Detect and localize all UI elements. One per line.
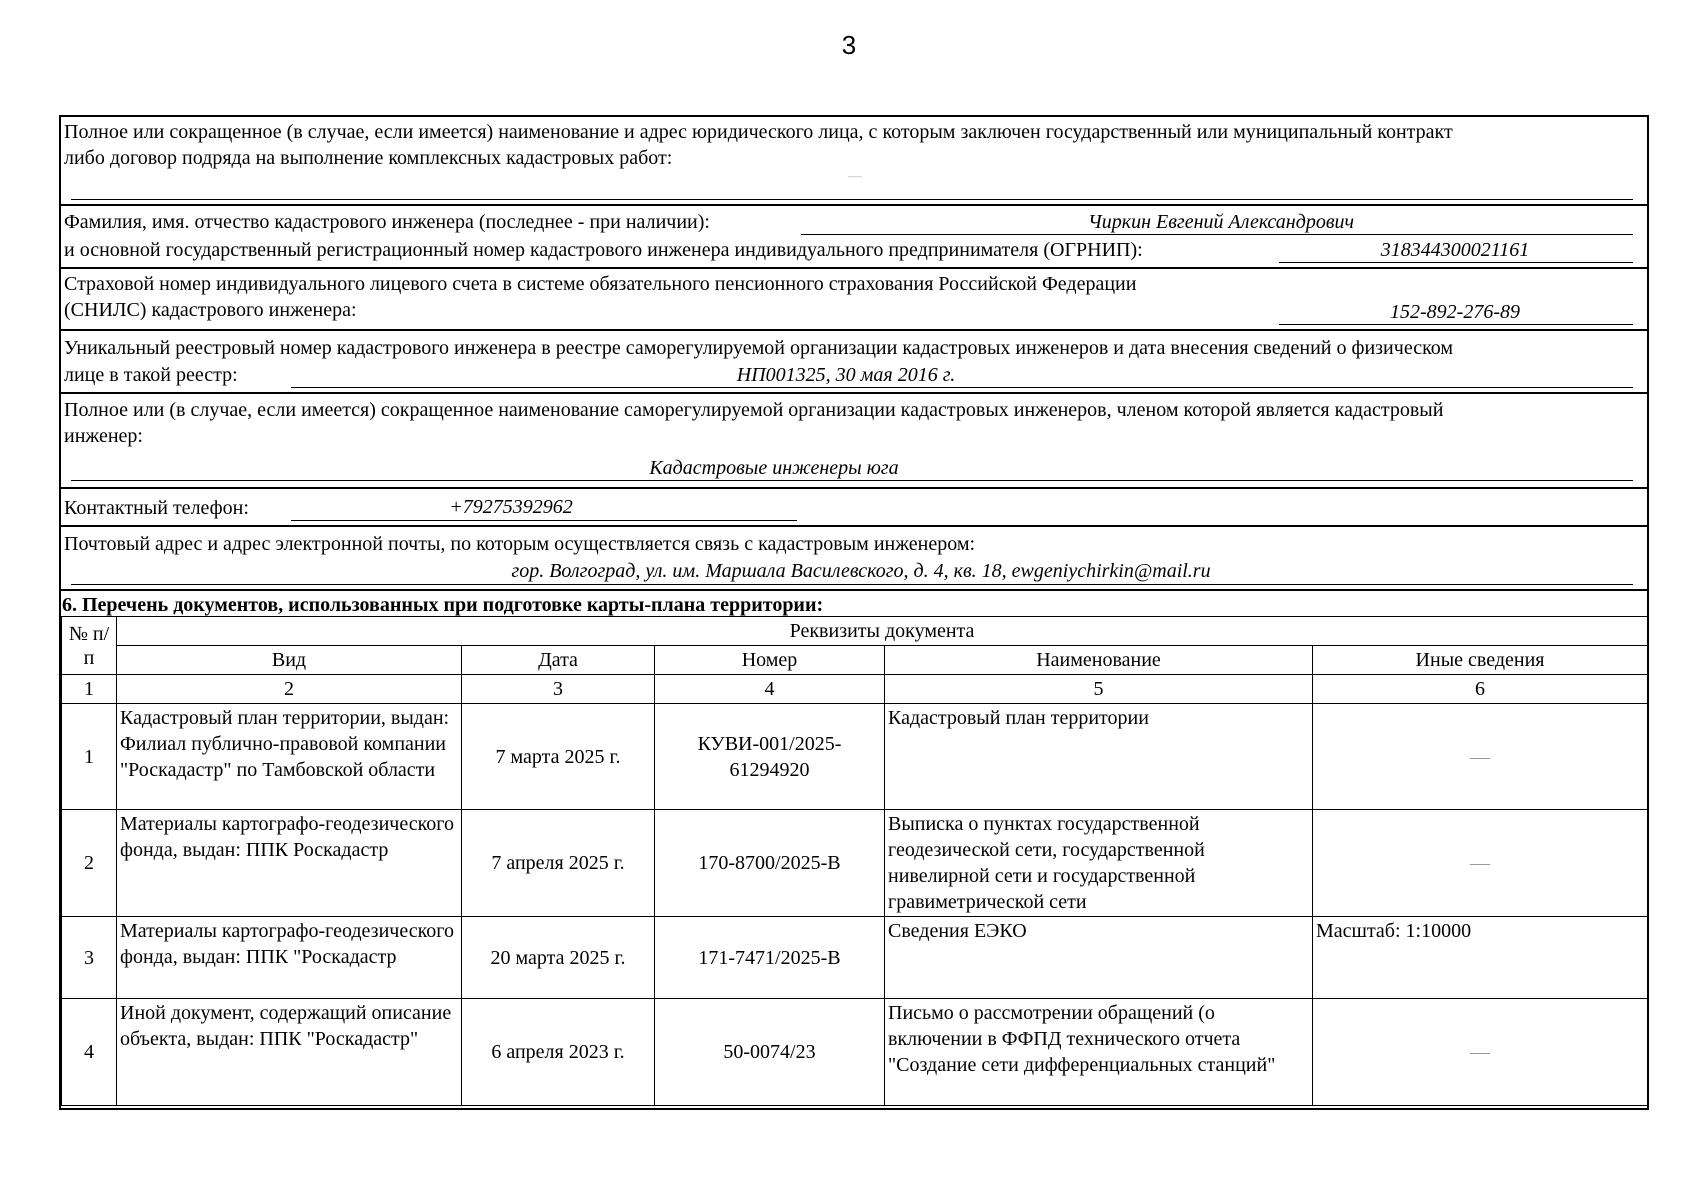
row-kind: Кадастровый план территории, выдан: Филиал публично-правовой компании "Роскадастр" по Тамбовской области xyxy=(117,704,462,810)
address-label: Почтовый адрес и адрес электронной почты, по которым осуществляется связь с кадастровым инженером: xyxy=(64,533,976,555)
table-row xyxy=(62,704,1648,810)
sro-label-line2: инженер: xyxy=(64,425,143,447)
header-num: № п/п xyxy=(62,617,117,675)
row-num: 4 xyxy=(62,999,117,1106)
col-number: 2 xyxy=(117,675,462,704)
engineer-name-value: Чиркин Евгений Александрович xyxy=(1087,211,1355,233)
engineer-name-underline xyxy=(801,234,1633,235)
header-name: Наименование xyxy=(885,646,1313,675)
address-underline xyxy=(71,584,1633,585)
header-row-group xyxy=(62,617,1648,646)
table-row xyxy=(62,810,1648,917)
header-date: Дата xyxy=(462,646,655,675)
ogrnip-value: 318344300021161 xyxy=(1380,239,1530,261)
sro-label-line1: Полное или (в случае, если имеется) сокращенное наименование саморегулируемой организации кадастровых инженеров, членом которой является кадастровый xyxy=(64,399,1444,421)
phone-underline xyxy=(291,520,797,521)
row-kind: Материалы картографо-геодезического фонда, выдан: ППК Роскадастр xyxy=(117,810,462,917)
header-group: Реквизиты документа xyxy=(117,617,1648,646)
address-section xyxy=(61,527,1647,591)
header-number: Номер xyxy=(655,646,885,675)
sro-section xyxy=(61,394,1647,489)
row-other: — xyxy=(1313,704,1648,810)
documents-title: 6. Перечень документов, использованных при подготовке карты-плана территории: xyxy=(62,594,824,616)
row-date: 6 апреля 2023 г. xyxy=(462,999,655,1106)
header-kind: Вид xyxy=(117,646,462,675)
snils-label-line2: (СНИЛС) кадастрового инженера: xyxy=(64,299,357,321)
ogrnip-label: и основной государственный регистрационный номер кадастрового инженера индивидуального предпринимателя (ОГРНИП): xyxy=(64,239,1143,261)
snils-underline xyxy=(1279,324,1633,325)
contractor-value: — xyxy=(848,169,862,184)
registry-label-line2: лице в такой реестр: xyxy=(64,364,238,386)
engineer-section xyxy=(61,206,1647,269)
registry-label-line1: Уникальный реестровый номер кадастрового инженера в реестре саморегулируемой организации кадастровых инженеров и дата внесения сведений о физическом xyxy=(64,337,1454,359)
row-kind: Иной документ, содержащий описание объекта, выдан: ППК "Роскадастр" xyxy=(117,999,462,1106)
row-number: 171-7471/2025-В xyxy=(655,917,885,999)
col-number: 5 xyxy=(885,675,1313,704)
engineer-name-label: Фамилия, имя. отчество кадастрового инженера (последнее - при наличии): xyxy=(64,211,710,233)
column-numbers-row xyxy=(62,675,1648,704)
registry-underline xyxy=(291,387,1633,388)
row-other: — xyxy=(1313,810,1648,917)
contractor-label-line1: Полное или сокращенное (в случае, если имеется) наименование и адрес юридического лица, с которым заключен государственный или муниципальный контракт xyxy=(64,121,1453,143)
registry-value: НП001325, 30 мая 2016 г. xyxy=(736,364,956,386)
sro-underline xyxy=(71,480,1633,481)
row-name: Кадастровый план территории xyxy=(885,704,1313,810)
col-number: 1 xyxy=(62,675,117,704)
phone-section xyxy=(61,489,1647,527)
phone-value: +79275392962 xyxy=(449,496,573,518)
col-number: 6 xyxy=(1313,675,1648,704)
table-row xyxy=(62,917,1648,999)
page-number: 3 xyxy=(841,30,857,60)
sro-value: Кадастровые инженеры юга xyxy=(649,457,899,479)
registry-section xyxy=(61,331,1647,394)
row-name: Выписка о пунктах государственной геодезической сети, государственной нивелирной сети и государственной гравиметрической сети xyxy=(885,810,1313,917)
snils-section xyxy=(61,269,1647,331)
col-number: 3 xyxy=(462,675,655,704)
row-kind: Материалы картографо-геодезического фонда, выдан: ППК "Роскадастр xyxy=(117,917,462,999)
row-number: 50-0074/23 xyxy=(655,999,885,1106)
row-date: 20 марта 2025 г. xyxy=(462,917,655,999)
col-number: 4 xyxy=(655,675,885,704)
row-other: Масштаб: 1:10000 xyxy=(1313,917,1648,999)
ogrnip-underline xyxy=(1279,262,1633,263)
snils-value: 152-892-276-89 xyxy=(1390,301,1520,323)
snils-label-line1: Страховой номер индивидуального лицевого счета в системе обязательного пенсионного страхования Российской Федерации xyxy=(64,273,1137,295)
table-row xyxy=(62,999,1648,1106)
row-name: Сведения ЕЭКО xyxy=(885,917,1313,999)
row-number: 170-8700/2025-В xyxy=(655,810,885,917)
row-number: КУВИ-001/2025-61294920 xyxy=(655,704,885,810)
contractor-section xyxy=(61,117,1647,206)
row-name: Письмо о рассмотрении обращений (о включении в ФФПД технического отчета "Создание сети дифференциальных станций" xyxy=(885,999,1313,1106)
row-num: 3 xyxy=(62,917,117,999)
form-frame xyxy=(59,115,1649,1110)
header-row-columns xyxy=(62,646,1648,675)
contractor-underline xyxy=(71,199,1633,200)
row-num: 2 xyxy=(62,810,117,917)
address-value: гор. Волгоград, ул. им. Маршала Василевского, д. 4, кв. 18, ewgeniychirkin@mail.ru xyxy=(511,560,1211,582)
header-other: Иные сведения xyxy=(1313,646,1648,675)
phone-label: Контактный телефон: xyxy=(64,497,249,519)
row-num: 1 xyxy=(62,704,117,810)
row-other: — xyxy=(1313,999,1648,1106)
row-date: 7 апреля 2025 г. xyxy=(462,810,655,917)
row-date: 7 марта 2025 г. xyxy=(462,704,655,810)
contractor-label-line2: либо договор подряда на выполнение комплексных кадастровых работ: xyxy=(64,147,673,169)
documents-table xyxy=(61,616,1648,1106)
